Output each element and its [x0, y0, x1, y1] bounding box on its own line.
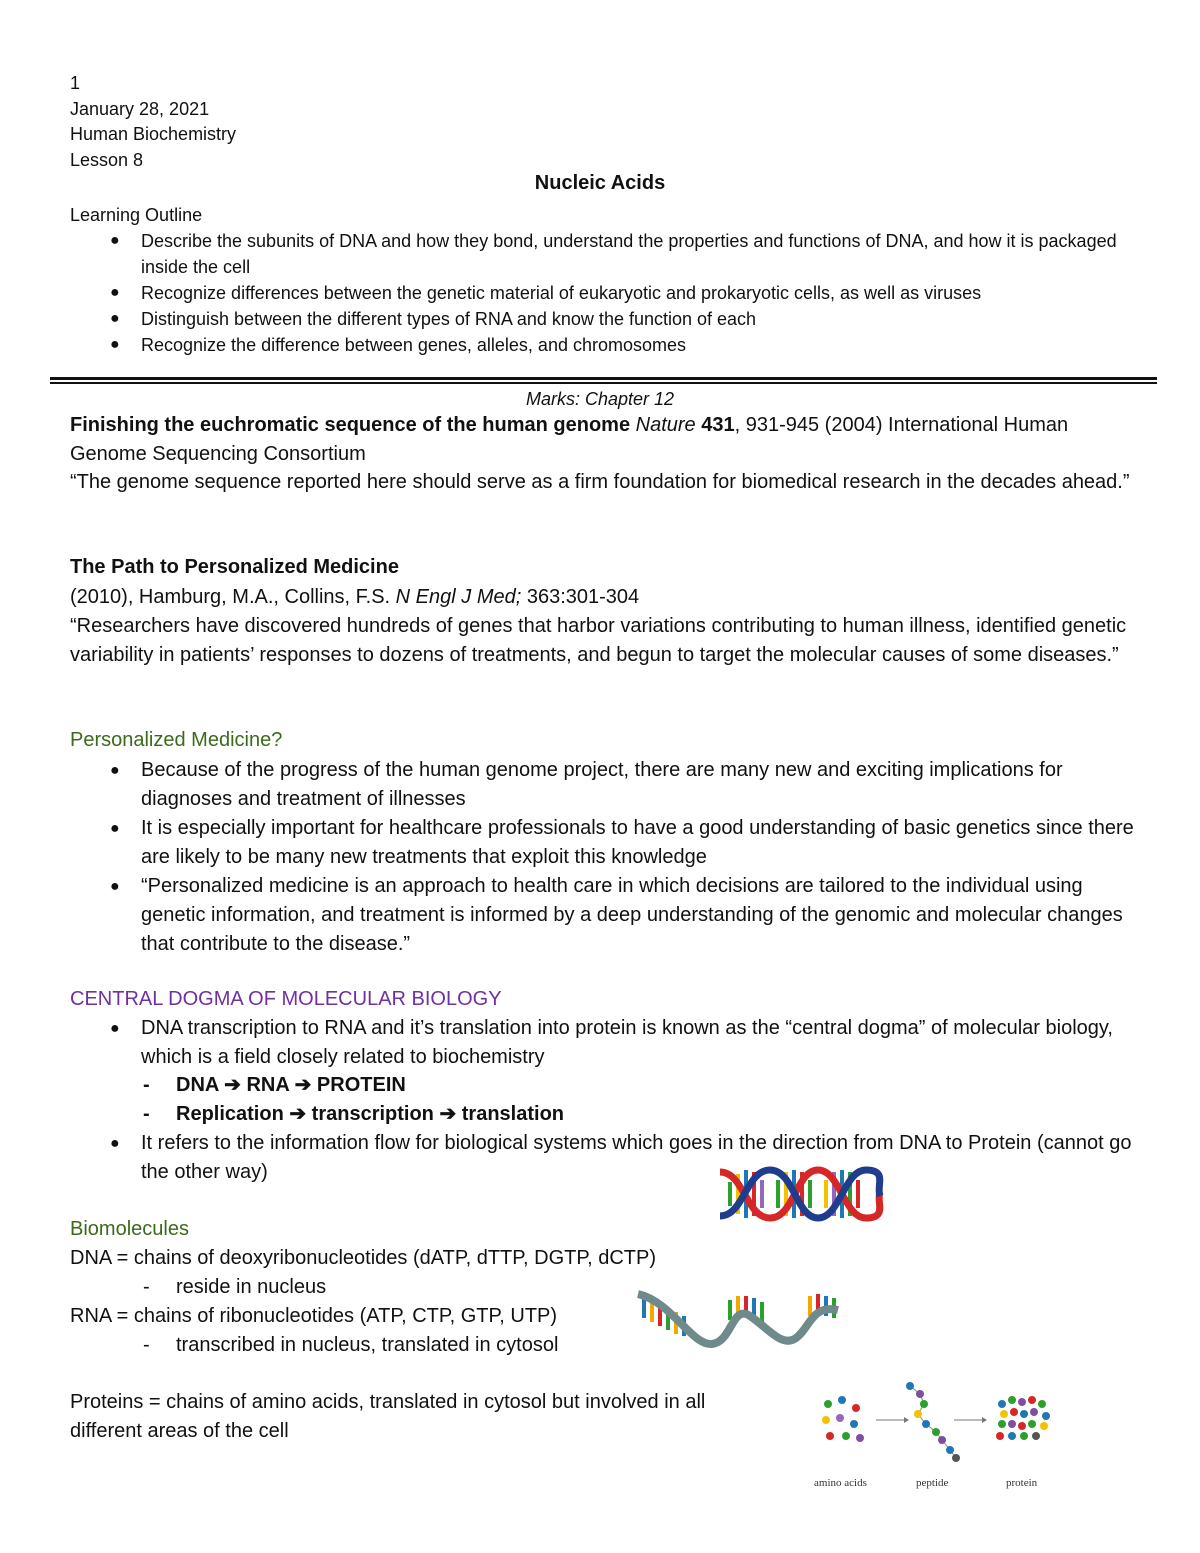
- bullet-icon: ●: [110, 820, 120, 837]
- bullet-icon: ●: [110, 1020, 120, 1037]
- peptide-chain: [906, 1382, 960, 1462]
- reference-2-citation: (2010), Hamburg, M.A., Collins, F.S. N Engl J Med; 363:301-304: [70, 586, 640, 608]
- divider-bottom: [50, 382, 1157, 384]
- reference-pages: , 931-945 (2004) International Human Genome Sequencing Consortium: [70, 414, 1069, 465]
- dna-helix-image: [716, 1162, 884, 1226]
- central-dogma-list-2: [70, 1129, 1145, 1187]
- label-amino-acids: amino acids: [814, 1477, 867, 1489]
- dna-definition: DNA = chains of deoxyribonucleotides (dATP, dTTP, DGTP, dCTP): [70, 1247, 657, 1269]
- reference-journal: Nature: [635, 414, 696, 436]
- flow-dna-rna-protein: - DNA ➔ RNA ➔ PROTEIN: [143, 1074, 406, 1096]
- label-peptide: peptide: [916, 1477, 949, 1489]
- reference-2-quote: “Researchers have discovered hundreds of genes that harbor variations contributing to human illness, identified genetic variability in patients’ responses to dozens of treatments, and begun to target the molecular causes of some diseases.”: [70, 615, 1127, 666]
- document-title: Nucleic Acids: [534, 172, 666, 194]
- bullet-icon: ●: [110, 336, 120, 353]
- section-heading-central-dogma: CENTRAL DOGMA OF MOLECULAR BIOLOGY: [70, 988, 502, 1010]
- list-item: ● It refers to the information flow for biological systems which goes in the direction from DNA to Protein (cannot go the other way): [70, 1129, 1145, 1187]
- reference-title: Finishing the euchromatic sequence of the human genome: [70, 414, 631, 436]
- bullet-icon: ●: [110, 762, 120, 779]
- learning-outline-list: [70, 228, 1145, 358]
- reference-2-title: The Path to Personalized Medicine: [70, 556, 399, 578]
- list-item: ● Recognize the difference between genes, alleles, and chromosomes: [70, 332, 1145, 358]
- reference-1-quote: “The genome sequence reported here should serve as a firm foundation for biomedical research in the decades ahead.”: [70, 471, 1130, 493]
- bullet-icon: ●: [110, 878, 120, 895]
- page-number: 1: [70, 73, 81, 93]
- learning-outline-heading: Learning Outline: [70, 205, 203, 225]
- bullet-icon: ●: [110, 232, 120, 249]
- list-item: ● It is especially important for healthcare professionals to have a good understanding of basic genetics since there are likely to be many new treatments that exploit this knowledge: [70, 814, 1145, 872]
- list-item: ● “Personalized medicine is an approach to health care in which decisions are tailored to the individual using genetic information, and treatment is informed by a deep understanding of the genomic and molecular changes that contribute to the disease.”: [70, 872, 1145, 959]
- rna-sub-item: - transcribed in nucleus, translated in cytosol: [143, 1334, 559, 1356]
- label-protein: protein: [1006, 1477, 1038, 1489]
- section-heading-biomolecules: Biomolecules: [70, 1218, 189, 1240]
- personalized-list: [70, 756, 1145, 959]
- rna-strand-image: [632, 1286, 842, 1350]
- reference-volume: 431: [701, 414, 735, 436]
- marks-reference: Marks: Chapter 12: [525, 389, 675, 409]
- rna-definition: RNA = chains of ribonucleotides (ATP, CTP, GTP, UTP): [70, 1305, 558, 1327]
- section-heading-personalized: Personalized Medicine?: [70, 729, 283, 751]
- date: January 28, 2021: [70, 99, 210, 119]
- lesson-number: Lesson 8: [70, 150, 144, 170]
- arrow-icon: [982, 1417, 987, 1423]
- list-item: ● Describe the subunits of DNA and how they bond, understand the properties and functions of DNA, and how it is packaged inside the cell: [70, 228, 1145, 280]
- dna-sub-item: - reside in nucleus: [143, 1276, 327, 1298]
- list-item: ● Because of the progress of the human genome project, there are many new and exciting implications for diagnoses and treatment of illnesses: [70, 756, 1145, 814]
- bullet-icon: ●: [110, 1135, 120, 1152]
- list-item: ● DNA transcription to RNA and it’s translation into protein is known as the “central dogma” of molecular biology, which is a field closely related to biochemistry: [70, 1014, 1145, 1072]
- list-item: ● Distinguish between the different types of RNA and know the function of each: [70, 306, 1145, 332]
- central-dogma-list: [70, 1014, 1145, 1072]
- course-name: Human Biochemistry: [70, 124, 237, 144]
- bullet-icon: ●: [110, 310, 120, 327]
- protein-cluster: [996, 1396, 1050, 1440]
- divider-top: [50, 377, 1157, 380]
- reference-1: [70, 411, 1140, 469]
- proteins-definition: Proteins = chains of amino acids, translated in cytosol but involved in all different areas of the cell: [70, 1391, 706, 1442]
- list-item: ● Recognize differences between the genetic material of eukaryotic and prokaryotic cells, as well as viruses: [70, 280, 1145, 306]
- amino-acids-cluster: [822, 1396, 864, 1442]
- arrow-icon: [904, 1417, 909, 1423]
- protein-formation-figure: [806, 1378, 1066, 1496]
- flow-replication: - Replication ➔ transcription ➔ translation: [143, 1103, 565, 1125]
- bullet-icon: ●: [110, 284, 120, 301]
